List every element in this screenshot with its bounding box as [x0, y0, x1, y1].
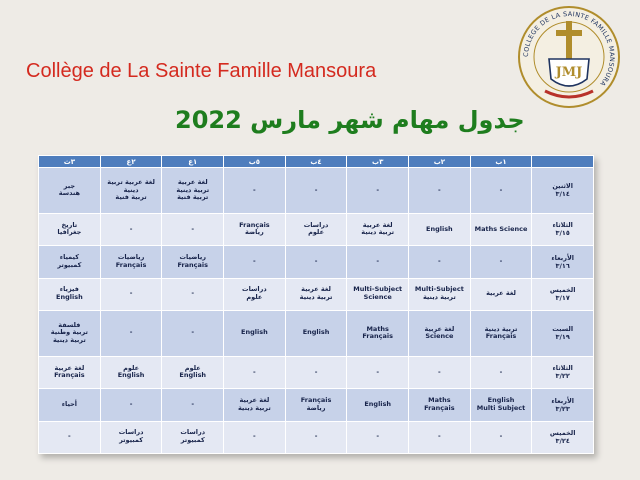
table-cell: [224, 421, 286, 453]
cell-text: -: [253, 432, 256, 441]
cell-text: -: [129, 289, 133, 298]
school-crest-icon: [515, 3, 623, 111]
day-date: ٣/١٧: [555, 294, 570, 303]
table-cell: [347, 356, 409, 388]
day-name: الخميس: [549, 286, 576, 295]
cell-text: -: [129, 399, 133, 408]
table-row: [39, 246, 594, 278]
schedule-table-container: [38, 155, 594, 454]
schedule-table: [38, 155, 594, 454]
table-cell: [224, 389, 286, 421]
cell-text: -: [129, 224, 133, 233]
cell-text: كمبيوتر: [119, 436, 144, 445]
table-cell: [285, 213, 347, 245]
table-cell: [470, 168, 532, 214]
table-row: [39, 389, 594, 421]
cell-text: فلسفة: [58, 320, 81, 329]
cell-text: -: [499, 256, 503, 265]
cell-text: كيمياء: [59, 253, 79, 262]
cell-text: -: [253, 256, 256, 265]
cell-text: English: [302, 328, 330, 337]
cell-text: تربية دينية: [52, 336, 86, 345]
table-cell: [39, 246, 101, 278]
table-cell: [409, 389, 471, 421]
table-cell: [162, 356, 224, 388]
table-cell: [409, 168, 471, 214]
table-cell: [162, 421, 224, 453]
cell-text: -: [376, 185, 380, 194]
cell-text: Multi-Subject: [353, 285, 403, 294]
cell-text: -: [376, 432, 380, 441]
cell-text: -: [438, 185, 441, 194]
column-header: ٣ب: [347, 156, 409, 168]
cell-text: Français: [300, 396, 332, 405]
cell-text: علوم: [308, 228, 325, 237]
table-cell: [285, 168, 347, 214]
cell-text: English: [117, 371, 145, 380]
cell-text: -: [438, 367, 441, 376]
cell-text: هندسة: [58, 189, 80, 198]
cell-text: رياضة: [244, 228, 264, 237]
table-header-row: [39, 156, 594, 168]
day-date: ٣/٢٤: [555, 437, 570, 446]
day-cell: [532, 213, 594, 245]
cell-text: لغة عربية: [486, 289, 516, 298]
cell-text: -: [314, 256, 318, 265]
cell-text: تربية دينية: [422, 293, 456, 302]
cell-text: Maths: [366, 324, 389, 333]
day-date: ٣/٢٣: [555, 404, 570, 413]
table-cell: [39, 389, 101, 421]
table-cell: [470, 421, 532, 453]
table-cell: [409, 421, 471, 453]
table-row: [39, 421, 594, 453]
cell-text: English: [179, 371, 207, 380]
table-cell: [409, 246, 471, 278]
table-cell: [224, 278, 286, 310]
table-cell: [224, 246, 286, 278]
table-cell: [39, 356, 101, 388]
cell-text: تاريخ: [61, 220, 78, 229]
day-date: ٣/١٤: [555, 190, 570, 199]
cell-text: تربية دينية: [237, 403, 271, 412]
table-cell: [162, 168, 224, 214]
cell-text: English: [426, 224, 453, 233]
cell-text: Français: [362, 332, 393, 341]
cell-text: English: [56, 293, 83, 302]
day-name: الثلاثاء: [552, 221, 573, 230]
day-cell: [532, 356, 594, 388]
day-name: الخميس: [549, 429, 576, 438]
table-row: [39, 213, 594, 245]
day-name: الاثنين: [552, 182, 573, 191]
cell-text: لغة عربية: [424, 324, 455, 333]
table-cell: [100, 213, 162, 245]
table-cell: [100, 168, 162, 214]
table-cell: [100, 278, 162, 310]
cell-text: Français: [177, 260, 209, 269]
table-cell: [470, 310, 532, 356]
table-cell: [347, 168, 409, 214]
table-cell: [39, 168, 101, 214]
cell-text: لغة عربية: [239, 396, 270, 405]
table-cell: [470, 213, 532, 245]
cell-text: تربية دينية: [361, 228, 395, 237]
cell-text: -: [191, 328, 195, 337]
cell-text: رياضيات: [179, 253, 206, 262]
cell-text: English: [241, 328, 268, 337]
day-cell: [532, 278, 594, 310]
table-cell: [39, 278, 101, 310]
table-cell: [285, 421, 347, 453]
column-header: ٢ب: [409, 156, 471, 168]
column-header: ١ب: [470, 156, 532, 168]
table-cell: [470, 246, 532, 278]
logo-monogram: JMJ: [555, 65, 583, 80]
day-name: الأربعاء: [551, 396, 575, 405]
cell-text: -: [314, 185, 318, 194]
table-cell: [347, 246, 409, 278]
logo-ring-text: COLLEGE DE LA SAINTE FAMILLE MANSOURA: [521, 9, 617, 88]
title-text: جدول مهام شهر مارس: [250, 106, 525, 134]
cell-text: Maths Science: [474, 224, 528, 233]
cell-text: علوم: [123, 363, 140, 372]
cell-text: رياضة: [306, 403, 326, 412]
column-header: ٢ع: [100, 156, 162, 168]
cell-text: -: [499, 185, 503, 194]
cell-text: لغة عربية تربية دينية: [107, 177, 155, 194]
table-row: [39, 278, 594, 310]
day-name: السبت: [552, 325, 574, 334]
cell-text: English: [364, 399, 392, 408]
cell-text: لغة عربية: [362, 220, 393, 229]
day-cell: [532, 310, 594, 356]
table-cell: [347, 213, 409, 245]
cell-text: تربية دينية: [176, 185, 210, 194]
cell-text: لغة عربية: [177, 177, 208, 186]
cell-text: -: [191, 399, 195, 408]
cell-text: تربية وطنية: [50, 328, 88, 337]
table-row: [39, 310, 594, 356]
cell-text: -: [191, 289, 195, 298]
table-cell: [100, 246, 162, 278]
cell-text: رياضيات: [117, 253, 145, 262]
cell-text: علوم: [184, 363, 201, 372]
cell-text: Français: [239, 220, 270, 229]
cell-text: -: [191, 224, 195, 233]
cell-text: تربية فنية: [115, 193, 147, 202]
cell-text: Science: [425, 332, 454, 341]
cell-text: كمبيوتر: [57, 260, 82, 269]
table-cell: [100, 356, 162, 388]
day-date: ٣/١٥: [555, 229, 570, 238]
table-cell: [162, 213, 224, 245]
corner-header-cell: [532, 156, 594, 168]
cell-text: كمبيوتر: [180, 436, 205, 445]
table-cell: [100, 310, 162, 356]
cell-text: تربية فنية: [177, 193, 209, 202]
cell-text: Français: [485, 332, 517, 341]
cell-text: Multi-Subject: [414, 285, 464, 294]
cell-text: تربية دينية: [484, 324, 518, 333]
cell-text: -: [68, 432, 71, 441]
table-cell: [347, 310, 409, 356]
table-cell: [162, 310, 224, 356]
cell-text: -: [376, 256, 380, 265]
cell-text: -: [499, 432, 503, 441]
table-cell: [470, 278, 532, 310]
table-cell: [224, 213, 286, 245]
table-cell: [162, 389, 224, 421]
table-cell: [470, 389, 532, 421]
day-cell: [532, 246, 594, 278]
table-cell: [409, 310, 471, 356]
cell-text: تربية دينية: [299, 293, 333, 302]
cell-text: جغرافيا: [57, 228, 82, 237]
school-name: Collège de La Sainte Famille Mansoura: [26, 60, 377, 82]
day-date: ٣/١٩: [555, 333, 570, 342]
cell-text: -: [253, 367, 256, 376]
cell-text: -: [314, 367, 318, 376]
table-cell: [224, 356, 286, 388]
cell-text: Français: [54, 371, 85, 380]
table-cell: [224, 168, 286, 214]
cell-text: أحياء: [61, 399, 78, 408]
cell-text: -: [438, 256, 441, 265]
cell-text: دراسات: [242, 285, 267, 294]
day-cell: [532, 389, 594, 421]
cell-text: -: [253, 185, 256, 194]
table-cell: [347, 278, 409, 310]
cell-text: فيزياء: [59, 285, 79, 294]
table-cell: [39, 421, 101, 453]
cell-text: لغة عربية: [301, 285, 331, 294]
cell-text: -: [376, 367, 380, 376]
cell-text: -: [438, 432, 441, 441]
table-cell: [39, 213, 101, 245]
table-cell: [409, 213, 471, 245]
cell-text: Maths: [428, 396, 451, 405]
cell-text: دراسات: [180, 428, 206, 437]
day-name: الثلاثاء: [552, 364, 573, 373]
table-cell: [162, 278, 224, 310]
column-header: ٥ب: [224, 156, 286, 168]
cell-text: Français: [115, 260, 147, 269]
table-cell: [347, 389, 409, 421]
cell-text: -: [499, 367, 503, 376]
table-cell: [162, 246, 224, 278]
table-cell: [285, 356, 347, 388]
cell-text: Multi Subject: [476, 403, 526, 412]
table-cell: [347, 421, 409, 453]
table-cell: [224, 310, 286, 356]
table-cell: [285, 389, 347, 421]
table-cell: [285, 246, 347, 278]
table-cell: [100, 389, 162, 421]
cell-text: -: [314, 432, 318, 441]
cell-text: دراسات: [118, 428, 144, 437]
cell-text: دراسات: [303, 220, 329, 229]
table-cell: [409, 356, 471, 388]
day-cell: [532, 421, 594, 453]
cell-text: Science: [363, 293, 392, 302]
day-cell: [532, 168, 594, 214]
cell-text: Français: [424, 403, 455, 412]
table-row: [39, 168, 594, 214]
cell-text: لغة عربية: [54, 363, 85, 372]
day-name: الأربعاء: [551, 253, 575, 262]
table-cell: [100, 421, 162, 453]
cell-text: -: [129, 328, 133, 337]
table-cell: [409, 278, 471, 310]
page-title: [175, 106, 525, 134]
table-cell: [470, 356, 532, 388]
table-row: [39, 356, 594, 388]
table-cell: [285, 310, 347, 356]
column-header: ٤ب: [285, 156, 347, 168]
cell-text: English: [487, 396, 515, 405]
column-header: ١ع: [162, 156, 224, 168]
table-cell: [39, 310, 101, 356]
day-date: ٣/٢٢: [555, 372, 570, 381]
cell-text: علوم: [246, 293, 263, 302]
cell-text: جبر: [63, 181, 76, 190]
column-header: ٣ث: [39, 156, 101, 168]
table-cell: [285, 278, 347, 310]
day-date: ٣/١٦: [555, 261, 570, 270]
title-year: 2022: [175, 106, 242, 134]
